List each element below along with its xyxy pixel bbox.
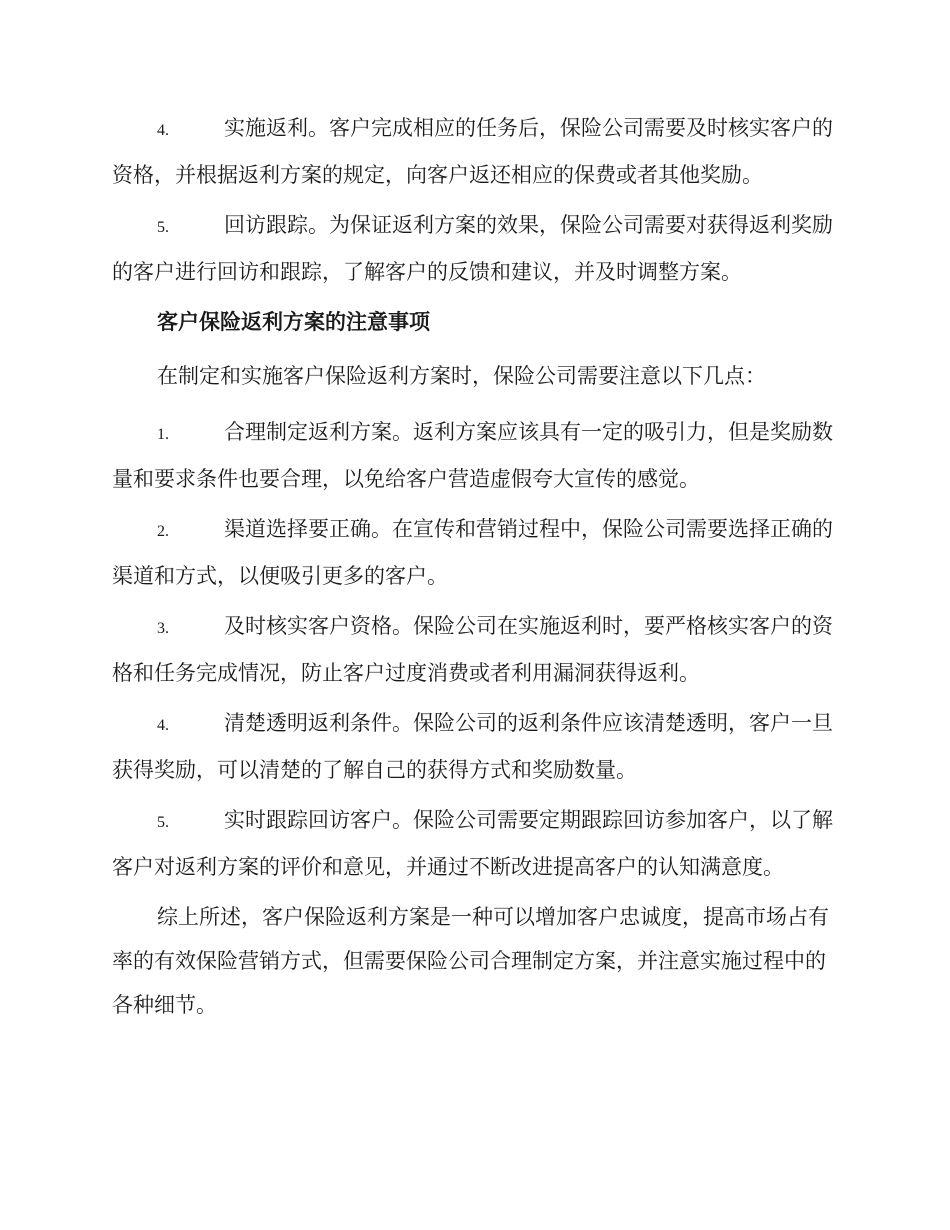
list-item (112, 410, 834, 501)
list-item (112, 798, 834, 889)
list-number: 4. (157, 717, 169, 734)
list-number: 5. (157, 814, 169, 831)
intro-paragraph: 在制定和实施客户保险返利方案时，保险公司需要注意以下几点： (157, 364, 766, 388)
list-item-text: 实时跟踪回访客户。保险公司需要定期跟踪回访参加客户，以了解客户对返利方案的评价和意见，并通过不断改进提高客户的认知满意度。 (112, 808, 833, 879)
list-number: 3. (157, 620, 169, 637)
list-item (112, 203, 834, 294)
list-item (112, 507, 834, 598)
section-heading: 客户保险返利方案的注意事项 (157, 309, 430, 334)
conclusion-paragraph: 综上所述，客户保险返利方案是一种可以增加客户忠诚度，提高市场占有率的有效保险营销方式，但需要保险公司合理制定方案，并注意实施过程中的各种细节。 (112, 905, 829, 1017)
list-number: 4. (157, 122, 169, 139)
list-item-text: 渠道选择要正确。在宣传和营销过程中，保险公司需要选择正确的渠道和方式，以便吸引更多的客户。 (112, 517, 833, 588)
list-item-text: 合理制定返利方案。返利方案应该具有一定的吸引力，但是奖励数量和要求条件也要合理，以免给客户营造虚假夸大宣传的感觉。 (112, 420, 833, 491)
list-item-text: 回访跟踪。为保证返利方案的效果，保险公司需要对获得返利奖励的客户进行回访和跟踪，了解客户的反馈和建议，并及时调整方案。 (112, 213, 833, 284)
list-item (112, 604, 834, 695)
list-number: 1. (157, 426, 169, 443)
list-item-text: 实施返利。客户完成相应的任务后，保险公司需要及时核实客户的资格，并根据返利方案的规定，向客户返还相应的保费或者其他奖励。 (112, 116, 833, 187)
list-item-text: 及时核实客户资格。保险公司在实施返利时，要严格核实客户的资格和任务完成情况，防止客户过度消费或者利用漏洞获得返利。 (112, 614, 833, 685)
list-item (112, 701, 834, 792)
list-number: 5. (157, 219, 169, 236)
list-item-text: 清楚透明返利条件。保险公司的返利条件应该清楚透明，客户一旦获得奖励，可以清楚的了解自己的获得方式和奖励数量。 (112, 711, 833, 782)
list-item (112, 106, 834, 197)
list-number: 2. (157, 523, 169, 540)
